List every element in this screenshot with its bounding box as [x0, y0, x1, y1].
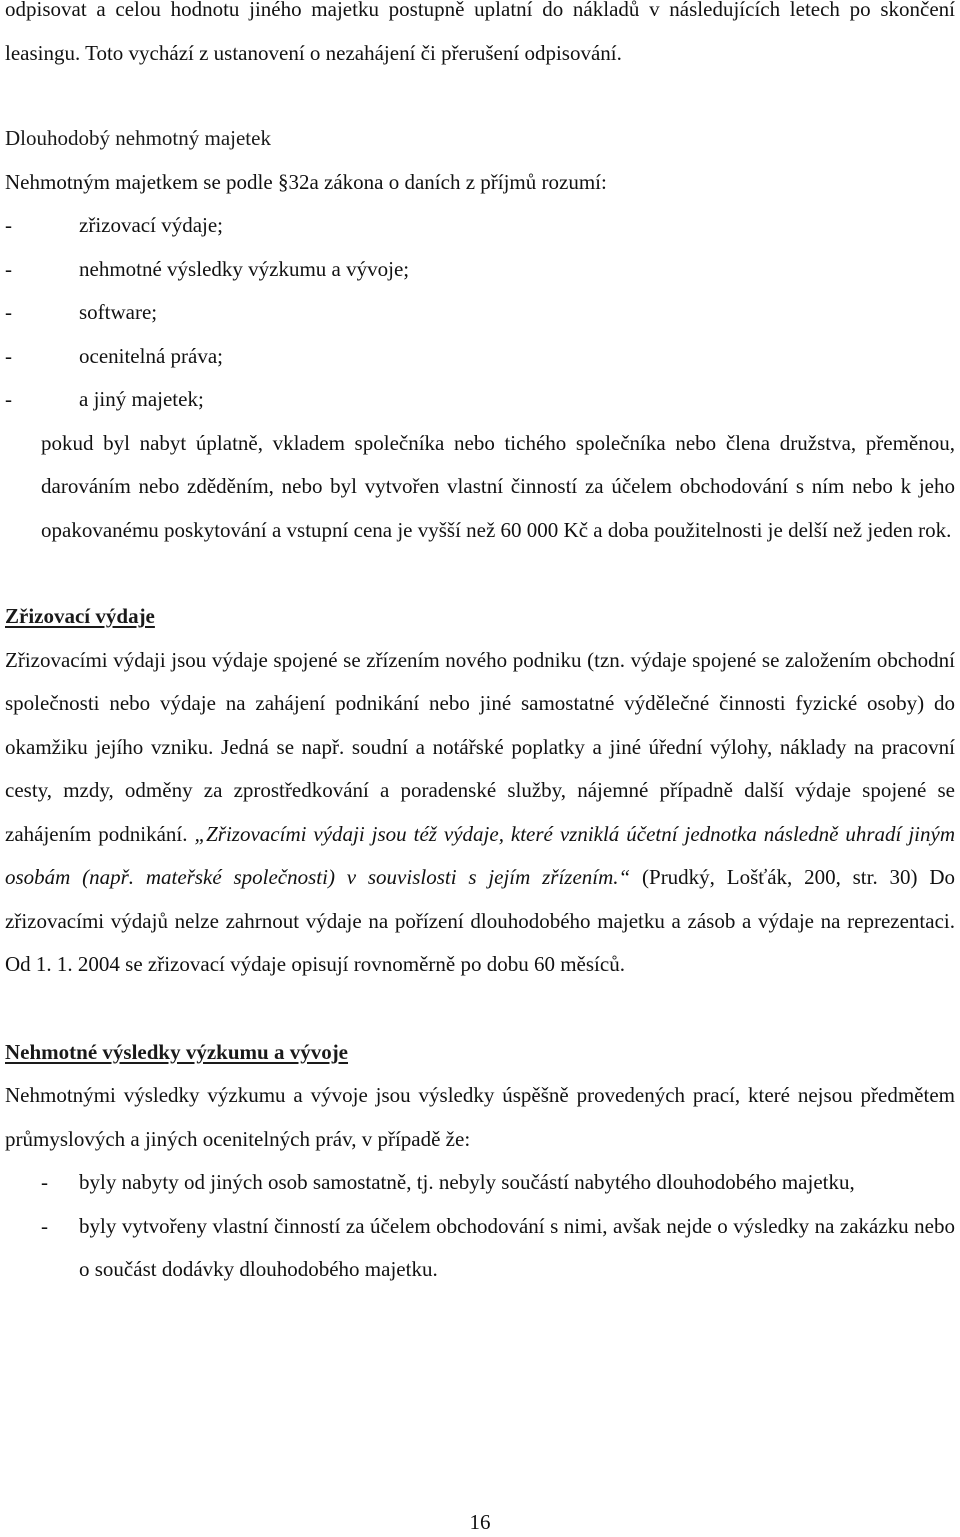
section-heading-research: Nehmotné výsledky výzkumu a vývoje — [5, 1039, 349, 1064]
setup-text-after: (Prudký, Lošťák, 200, str. 30) Do zřizovacími výdajů nelze zahrnout výdaje na pořízení dlouhodobého majetku a zásob a výdaje na reprezentaci. Od 1. 1. 2004 se zřizovací výdaje opisují rovnoměrně po dobu 60 měsíců. — [5, 865, 955, 976]
list-item: - ocenitelná práva; — [5, 335, 955, 379]
spacer — [5, 552, 955, 595]
intangible-lead: Nehmotným majetkem se podle §32a zákona o daních z příjmů rozumí: — [5, 169, 607, 194]
section-heading-intangible: Dlouhodobý nehmotný majetek — [5, 126, 271, 150]
list-item: - byly nabyty od jiných osob samostatně, tj. nebyly součástí nabytého dlouhodobého majetku, — [5, 1161, 955, 1205]
intangible-list — [5, 204, 955, 422]
section-heading-setup: Zřizovací výdaje — [5, 604, 155, 628]
spacer — [5, 987, 955, 1031]
list-item: - nehmotné výsledky výzkumu a vývoje; — [5, 248, 955, 292]
list-item: - zřizovací výdaje; — [5, 204, 955, 248]
setup-paragraph — [5, 639, 955, 987]
setup-text-before: Zřizovacími výdaji jsou výdaje spojené se zřízením nového podniku (tzn. výdaje spojené se založením obchodní společnosti nebo výdaje na zahájení podnikání nebo jiné samostatné výdělečné činnosti fyzické osoby) do okamžiku jejího vzniku. Jedná se např. soudní a notářské poplatky a jiné úřední výlohy, náklady na pracovní cesty, mzdy, odměny za zprostředkování a poradenské služby, nájemné případně další výdaje spojené se zahájením podnikání. — [5, 647, 955, 846]
document-page — [5, 0, 955, 1292]
intro-paragraph: odpisovat a celou hodnotu jiného majetku postupně uplatní do nákladů v následujících letech po skončení leasingu. Toto vychází z ustanovení o nezahájení či přerušení odpisování. — [5, 0, 955, 65]
list-item: - a jiný majetek; — [5, 378, 955, 422]
list-item: - software; — [5, 291, 955, 335]
spacer — [5, 75, 955, 117]
page-number: 16 — [469, 1510, 491, 1534]
setup-quote: „Zřizovacími výdaji jsou též výdaje, které vzniklá účetní jednotka následně uhradí jiným osobám (např. mateřské společnosti) v souvislosti s jejím zřízením.“ — [5, 821, 955, 889]
research-list — [5, 1161, 955, 1292]
list-item: - byly vytvořeny vlastní činností za účelem obchodování s nimi, avšak nejde o výsledky na zakázku nebo o součást dodávky dlouhodobého majetku. — [5, 1205, 955, 1292]
intangible-condition: pokud byl nabyt úplatně, vkladem společníka nebo tichého společníka nebo člena družstva, přeměnou, darováním nebo zděděním, nebo byl vytvořen vlastní činností za účelem obchodování s ním nebo k jeho opakovanému poskytování a vstupní cena je vyšší než 60 000 Kč a doba použitelnosti je delší než jeden rok. — [41, 430, 955, 542]
research-paragraph: Nehmotnými výsledky výzkumu a vývoje jsou výsledky úspěšně provedených prací, které nejsou předmětem průmyslových a jiných ocenitelných práv, v případě že: — [5, 1083, 955, 1151]
